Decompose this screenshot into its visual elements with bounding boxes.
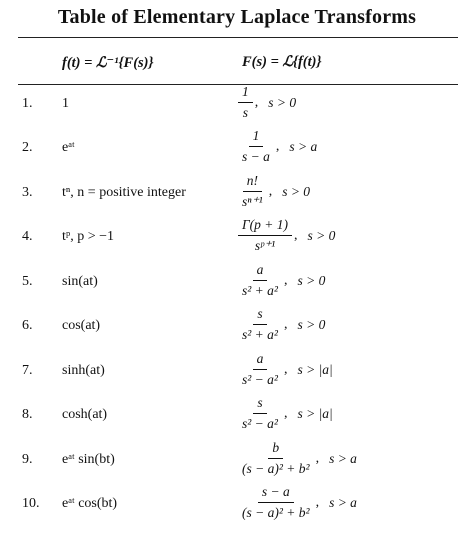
row-number: 10. bbox=[22, 496, 40, 511]
row-number: 3. bbox=[22, 185, 33, 200]
time-function: cosh(at) bbox=[62, 407, 108, 422]
fraction-denominator: s − a bbox=[242, 149, 270, 164]
table-row bbox=[0, 260, 474, 304]
separator: , bbox=[315, 450, 320, 466]
separator: , bbox=[283, 316, 288, 332]
fraction bbox=[238, 306, 282, 343]
laplace-transform bbox=[238, 84, 296, 121]
region-of-convergence: s > a bbox=[329, 450, 357, 466]
row-number: 5. bbox=[22, 274, 33, 289]
fraction bbox=[238, 217, 292, 254]
separator: , bbox=[275, 138, 280, 154]
separator: , bbox=[254, 94, 259, 110]
laplace-transform bbox=[238, 440, 357, 477]
fraction-denominator: (s − a)² + b² bbox=[242, 461, 310, 476]
separator: , bbox=[294, 227, 298, 243]
fraction-denominator: s² + a² bbox=[242, 283, 278, 298]
region-of-convergence: s > 0 bbox=[297, 272, 326, 288]
fraction bbox=[238, 484, 314, 521]
fraction-numerator: Γ(p + 1) bbox=[238, 217, 292, 236]
fraction-denominator: sⁿ⁺¹ bbox=[242, 194, 263, 209]
laplace-transform bbox=[238, 351, 333, 388]
table-row bbox=[0, 349, 474, 393]
fraction-numerator: 1 bbox=[238, 84, 253, 103]
region-of-convergence: s > 0 bbox=[282, 183, 311, 199]
laplace-transform bbox=[238, 217, 335, 254]
separator: , bbox=[283, 272, 288, 288]
time-function: eᵃᵗ sin(bt) bbox=[62, 452, 115, 467]
fraction bbox=[238, 440, 314, 477]
fraction bbox=[238, 84, 253, 121]
separator: , bbox=[315, 494, 320, 510]
laplace-transform bbox=[238, 262, 325, 299]
fraction bbox=[238, 173, 267, 210]
fraction-numerator: s bbox=[253, 395, 266, 414]
table-row bbox=[0, 215, 474, 259]
fraction-numerator: b bbox=[268, 440, 283, 459]
fraction-denominator: (s − a)² + b² bbox=[242, 505, 310, 520]
row-number: 9. bbox=[22, 452, 33, 467]
fraction-denominator: s² − a² bbox=[242, 416, 278, 431]
table-title: Table of Elementary Laplace Transforms bbox=[57, 6, 417, 28]
time-function: tᵖ, p > −1 bbox=[62, 229, 115, 244]
fraction bbox=[238, 351, 282, 388]
laplace-transform bbox=[238, 484, 357, 521]
time-function: eᵃᵗ cos(bt) bbox=[62, 496, 118, 511]
table-row bbox=[0, 304, 474, 348]
table-row bbox=[0, 482, 474, 526]
row-number: 6. bbox=[22, 318, 33, 333]
column-header-F-s: F(s) = ℒ{f(t)} bbox=[242, 54, 322, 70]
table-row bbox=[0, 171, 474, 215]
time-function: sinh(at) bbox=[62, 363, 105, 378]
fraction-numerator: s − a bbox=[258, 484, 294, 503]
time-function: cos(at) bbox=[62, 318, 101, 333]
region-of-convergence: s > a bbox=[329, 494, 357, 510]
fraction bbox=[238, 262, 282, 299]
separator: , bbox=[283, 361, 288, 377]
separator: , bbox=[283, 405, 288, 421]
time-function: tⁿ, n = positive integer bbox=[62, 185, 186, 200]
top-rule bbox=[18, 37, 458, 38]
region-of-convergence: s > |a| bbox=[297, 361, 333, 377]
fraction bbox=[238, 128, 274, 165]
laplace-transform bbox=[238, 173, 310, 210]
region-of-convergence: s > 0 bbox=[297, 316, 326, 332]
region-of-convergence: s > |a| bbox=[297, 405, 333, 421]
row-number: 2. bbox=[22, 140, 33, 155]
row-number: 7. bbox=[22, 363, 33, 378]
fraction-numerator: a bbox=[253, 351, 268, 370]
fraction bbox=[238, 395, 282, 432]
table-row bbox=[0, 393, 474, 437]
laplace-transform bbox=[238, 395, 333, 432]
fraction-denominator: s² + a² bbox=[242, 327, 278, 342]
laplace-transform bbox=[238, 128, 317, 165]
fraction-numerator: a bbox=[253, 262, 268, 281]
row-number: 4. bbox=[22, 229, 33, 244]
fraction-denominator: sᵖ⁺¹ bbox=[254, 238, 276, 253]
separator: , bbox=[268, 183, 273, 199]
fraction-numerator: s bbox=[253, 306, 266, 325]
time-function: sin(at) bbox=[62, 274, 98, 289]
fraction-denominator: s bbox=[242, 105, 248, 120]
row-number: 1. bbox=[22, 96, 33, 111]
row-number: 8. bbox=[22, 407, 33, 422]
laplace-transform bbox=[238, 306, 325, 343]
fraction-numerator: 1 bbox=[249, 128, 264, 147]
table-row bbox=[0, 126, 474, 170]
region-of-convergence: s > a bbox=[289, 138, 318, 154]
fraction-numerator: n! bbox=[243, 173, 262, 192]
region-of-convergence: s > 0 bbox=[268, 94, 297, 110]
time-function: 1 bbox=[62, 96, 69, 111]
table-row bbox=[0, 82, 474, 126]
table-row bbox=[0, 438, 474, 482]
fraction-denominator: s² − a² bbox=[242, 372, 278, 387]
region-of-convergence: s > 0 bbox=[307, 227, 336, 243]
time-function: eᵃᵗ bbox=[62, 140, 75, 155]
column-header-f-t: f(t) = ℒ⁻¹{F(s)} bbox=[62, 55, 154, 71]
